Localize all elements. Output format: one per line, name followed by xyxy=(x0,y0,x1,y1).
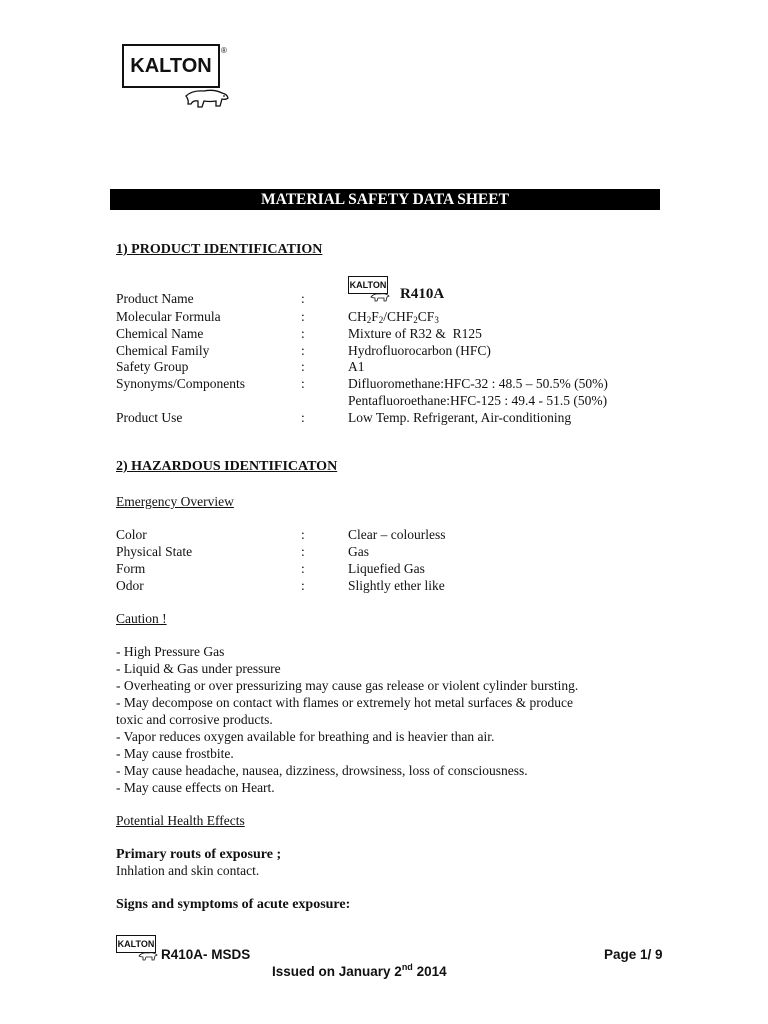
issued-superscript: nd xyxy=(401,962,413,972)
issued-prefix: Issued on January 2 xyxy=(272,964,402,979)
colon: : xyxy=(301,376,305,391)
product-name-value: R410A xyxy=(400,286,445,302)
signs-heading: Signs and symptoms of acute exposure: xyxy=(116,897,351,912)
row-synonyms xyxy=(116,375,676,392)
issued-year: 2014 xyxy=(412,964,447,979)
footer-kalton-logo-text: KALTON xyxy=(117,939,155,949)
colon: : xyxy=(301,309,305,324)
caution-item: - High Pressure Gas xyxy=(116,644,225,659)
kalton-logo xyxy=(122,44,230,110)
primary-routes-text: Inhlation and skin contact. xyxy=(116,863,260,878)
document-title: MATERIAL SAFETY DATA SHEET xyxy=(110,189,660,210)
synonyms-value-1: Difluoromethane:HFC-32 : 48.5 – 50.5% (50%) xyxy=(348,376,608,391)
form-value: Liquefied Gas xyxy=(348,561,425,576)
synonyms-value-2: Pentafluoroethane:HFC-125 : 49.4 - 51.5 (50%) xyxy=(348,393,608,408)
caution-item: toxic and corrosive products. xyxy=(116,712,273,727)
label-form: Form xyxy=(116,561,146,576)
chemical-name-value: Mixture of R32 & R125 xyxy=(348,326,482,341)
row-product-use xyxy=(116,409,676,426)
caution-item: - Liquid & Gas under pressure xyxy=(116,661,281,676)
polar-bear-icon xyxy=(370,292,390,302)
label-chemical-family: Chemical Family xyxy=(116,343,210,358)
label-chemical-name: Chemical Name xyxy=(116,326,204,341)
footer-doc-name: R410A- MSDS xyxy=(161,947,251,962)
footer-page-number: Page 1/ 9 xyxy=(604,947,663,962)
colon: : xyxy=(301,410,305,425)
caution-heading: Caution ! xyxy=(116,611,167,626)
colon: : xyxy=(301,326,305,341)
label-color: Color xyxy=(116,527,147,542)
caution-item: - May cause headache, nausea, dizziness, drowsiness, loss of consciousness. xyxy=(116,763,528,778)
physical-state-value: Gas xyxy=(348,544,369,559)
molecular-formula-value xyxy=(348,308,439,325)
row-physical-state xyxy=(116,543,676,560)
polar-bear-icon xyxy=(184,86,230,110)
row-chemical-family xyxy=(116,342,676,359)
colon: : xyxy=(301,291,305,306)
label-product-use: Product Use xyxy=(116,410,183,425)
caution-item: - May cause effects on Heart. xyxy=(116,780,275,795)
potential-health-heading: Potential Health Effects xyxy=(116,813,245,828)
kalton-logo-text: KALTON xyxy=(130,54,212,77)
row-molecular-formula xyxy=(116,308,676,325)
caution-item: - Overheating or over pressurizing may cause gas release or violent cylinder bursting. xyxy=(116,678,579,693)
emergency-overview-heading: Emergency Overview xyxy=(116,494,234,509)
registered-mark: ® xyxy=(221,46,227,55)
safety-group-value: A1 xyxy=(348,359,365,374)
row-safety-group xyxy=(116,358,676,375)
odor-value: Slightly ether like xyxy=(348,578,445,593)
row-synonyms-cont xyxy=(116,392,676,409)
label-safety-group: Safety Group xyxy=(116,359,189,374)
section1-heading: 1) PRODUCT IDENTIFICATION xyxy=(116,242,323,257)
footer-kalton-logo xyxy=(116,935,160,959)
footer-issued-date xyxy=(272,964,447,979)
chemical-family-value: Hydrofluorocarbon (HFC) xyxy=(348,343,491,358)
colon: : xyxy=(301,343,305,358)
row-form xyxy=(116,560,676,577)
section2-heading: 2) HAZARDOUS IDENTIFICATON xyxy=(116,459,338,474)
label-product-name: Product Name xyxy=(116,291,194,306)
polar-bear-icon xyxy=(138,951,158,961)
row-odor xyxy=(116,577,676,594)
colon: : xyxy=(301,578,305,593)
primary-routes-heading: Primary routs of exposure ; xyxy=(116,847,282,862)
row-color xyxy=(116,526,676,543)
product-use-value: Low Temp. Refrigerant, Air-conditioning xyxy=(348,410,572,425)
label-odor: Odor xyxy=(116,578,144,593)
kalton-mini-logo xyxy=(348,276,392,300)
caution-item: - May decompose on contact with flames or extremely hot metal surfaces & produce xyxy=(116,695,573,710)
label-physical-state: Physical State xyxy=(116,544,193,559)
label-synonyms: Synonyms/Components xyxy=(116,376,246,391)
formula-text: $CH_2F_2/CHF_2CF_3$ xyxy=(348,309,439,325)
colon: : xyxy=(301,359,305,374)
colon: : xyxy=(301,544,305,559)
row-product-name xyxy=(116,279,676,307)
kalton-mini-logo-text: KALTON xyxy=(349,279,387,290)
colon: : xyxy=(301,561,305,576)
kalton-logo-box xyxy=(122,44,220,88)
color-value: Clear – colourless xyxy=(348,527,446,542)
caution-item: - May cause frostbite. xyxy=(116,746,234,761)
row-chemical-name xyxy=(116,325,676,342)
label-molecular-formula: Molecular Formula xyxy=(116,309,221,324)
caution-item: - Vapor reduces oxygen available for breathing and is heavier than air. xyxy=(116,729,495,744)
colon: : xyxy=(301,527,305,542)
